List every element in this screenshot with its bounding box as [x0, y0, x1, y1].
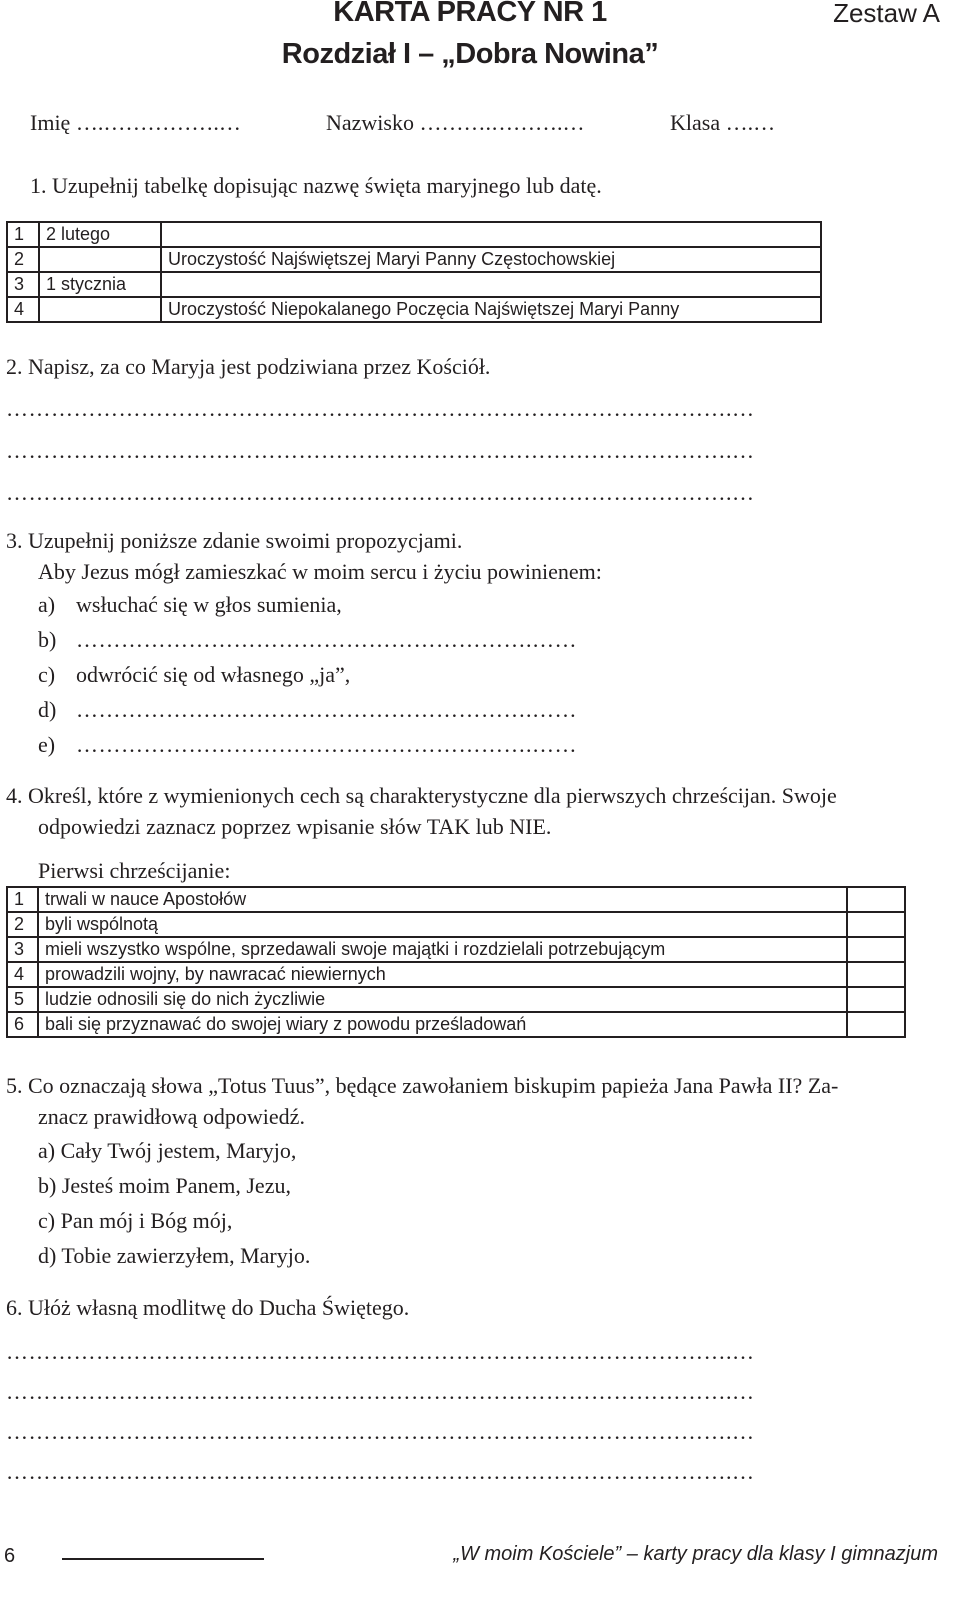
date-cell[interactable]: 2 lutego — [39, 222, 161, 247]
row-number: 1 — [7, 222, 39, 247]
answer-option-d[interactable]: d) Tobie zawierzyłem, Maryjo. — [38, 1243, 311, 1268]
tak-nie-cell[interactable] — [847, 1012, 905, 1037]
date-cell[interactable] — [39, 247, 161, 272]
footer-rule — [62, 1558, 264, 1560]
option-letter: d) — [38, 697, 57, 722]
trait-cell: ludzie odnosili się do nich życzliwie — [38, 987, 847, 1012]
page-number: 6 — [4, 1545, 16, 1567]
question-3-intro: Aby Jezus mógł zamieszkać w moim sercu i życiu powinienem: — [38, 559, 602, 584]
tak-nie-cell[interactable] — [847, 887, 905, 912]
tak-nie-cell[interactable] — [847, 987, 905, 1012]
question-5-prompt-cont: znacz prawidłową odpowiedź. — [38, 1104, 305, 1129]
set-label: Zestaw A — [833, 0, 940, 28]
table-row — [7, 247, 821, 272]
chapter-subtitle: Rozdział I – „Dobra Nowina” — [281, 38, 659, 70]
date-cell[interactable]: 1 stycznia — [39, 272, 161, 297]
trait-cell: mieli wszystko wspólne, sprzedawali swoje majątki i rozdzielali potrzebującym — [38, 937, 847, 962]
answer-option-c[interactable]: c) Pan mój i Bóg mój, — [38, 1208, 233, 1233]
question-3-prompt: 3. Uzupełnij poniższe zdanie swoimi propozycjami. — [6, 528, 463, 553]
answer-line[interactable]: …………………………………………………….…… — [76, 732, 577, 757]
footer-book-title: „W moim Kościele” – karty pracy dla klasy I gimnazjum — [453, 1543, 938, 1565]
option-letter: e) — [38, 732, 56, 757]
row-number: 2 — [7, 247, 39, 272]
answer-line[interactable]: …………………………………………………………………………………….… — [6, 480, 755, 505]
date-cell[interactable] — [39, 297, 161, 322]
first-christians-table — [6, 886, 906, 1038]
tak-nie-cell[interactable] — [847, 962, 905, 987]
row-number: 4 — [7, 962, 38, 987]
table-row — [7, 272, 821, 297]
feast-cell[interactable]: Uroczystość Najświętszej Maryi Panny Częstochowskiej — [161, 247, 821, 272]
answer-line[interactable]: …………………………………………………………………………………….… — [6, 1459, 755, 1484]
marian-feasts-table — [6, 221, 822, 323]
trait-cell: byli wspólnotą — [38, 912, 847, 937]
question-6-prompt: 6. Ułóż własną modlitwę do Ducha Świętego. — [6, 1295, 410, 1320]
tak-nie-cell[interactable] — [847, 937, 905, 962]
answer-option-a[interactable]: a) Cały Twój jestem, Maryjo, — [38, 1138, 297, 1163]
feast-cell[interactable]: Uroczystość Niepokalanego Poczęcia Najświętszej Maryi Panny — [161, 297, 821, 322]
row-number: 5 — [7, 987, 38, 1012]
row-number: 4 — [7, 297, 39, 322]
last-name-field[interactable]: Nazwisko ……….……….… — [326, 110, 585, 135]
answer-line[interactable]: …………………………………………………………………………………….… — [6, 396, 755, 421]
table-row — [7, 297, 821, 322]
table-row — [7, 887, 905, 912]
class-field[interactable]: Klasa ….… — [670, 110, 776, 135]
answer-line[interactable]: …………………………………………………………………………………….… — [6, 1419, 755, 1444]
answer-line[interactable]: …………………………………………………….…… — [76, 697, 577, 722]
table-row — [7, 222, 821, 247]
trait-cell: prowadzili wojny, by nawracać niewiernych — [38, 962, 847, 987]
trait-cell: trwali w nauce Apostołów — [38, 887, 847, 912]
answer-line[interactable]: …………………………………………………………………………………….… — [6, 1379, 755, 1404]
answer-line[interactable]: …………………………………………………………………………………….… — [6, 1339, 755, 1364]
question-2-prompt: 2. Napisz, za co Maryja jest podziwiana przez Kościół. — [6, 354, 491, 379]
option-letter: c) — [38, 662, 56, 687]
table-row — [7, 962, 905, 987]
row-number: 3 — [7, 937, 38, 962]
option-text: odwrócić się od własnego „ja”, — [76, 662, 351, 687]
question-5-prompt: 5. Co oznaczają słowa „Totus Tuus”, będące zawołaniem biskupim papieża Jana Pawła II? Za- — [6, 1073, 839, 1098]
feast-cell[interactable] — [161, 222, 821, 247]
row-number: 6 — [7, 1012, 38, 1037]
question-1-prompt: 1. Uzupełnij tabelkę dopisując nazwę święta maryjnego lub datę. — [30, 173, 602, 198]
row-number: 1 — [7, 887, 38, 912]
feast-cell[interactable] — [161, 272, 821, 297]
table-row — [7, 937, 905, 962]
tak-nie-cell[interactable] — [847, 912, 905, 937]
table-row — [7, 912, 905, 937]
row-number: 2 — [7, 912, 38, 937]
option-text: wsłuchać się w głos sumienia, — [76, 592, 342, 617]
option-letter: a) — [38, 592, 56, 617]
table-row — [7, 987, 905, 1012]
question-4-prompt-cont: odpowiedzi zaznacz poprzez wpisanie słów TAK lub NIE. — [38, 814, 552, 839]
answer-option-b[interactable]: b) Jesteś moim Panem, Jezu, — [38, 1173, 291, 1198]
option-letter: b) — [38, 627, 57, 652]
table-caption: Pierwsi chrześcijanie: — [38, 858, 231, 883]
row-number: 3 — [7, 272, 39, 297]
worksheet-title: KARTA PRACY NR 1 — [333, 0, 607, 28]
table-row — [7, 1012, 905, 1037]
answer-line[interactable]: …………………………………………………….…… — [76, 627, 577, 652]
trait-cell: bali się przyznawać do swojej wiary z powodu prześladowań — [38, 1012, 847, 1037]
question-4-prompt: 4. Określ, które z wymienionych cech są charakterystyczne dla pierwszych chrześcijan. Swoje — [6, 783, 837, 808]
answer-line[interactable]: …………………………………………………………………………………….… — [6, 438, 755, 463]
first-name-field[interactable]: Imię ….…………….… — [30, 110, 241, 135]
